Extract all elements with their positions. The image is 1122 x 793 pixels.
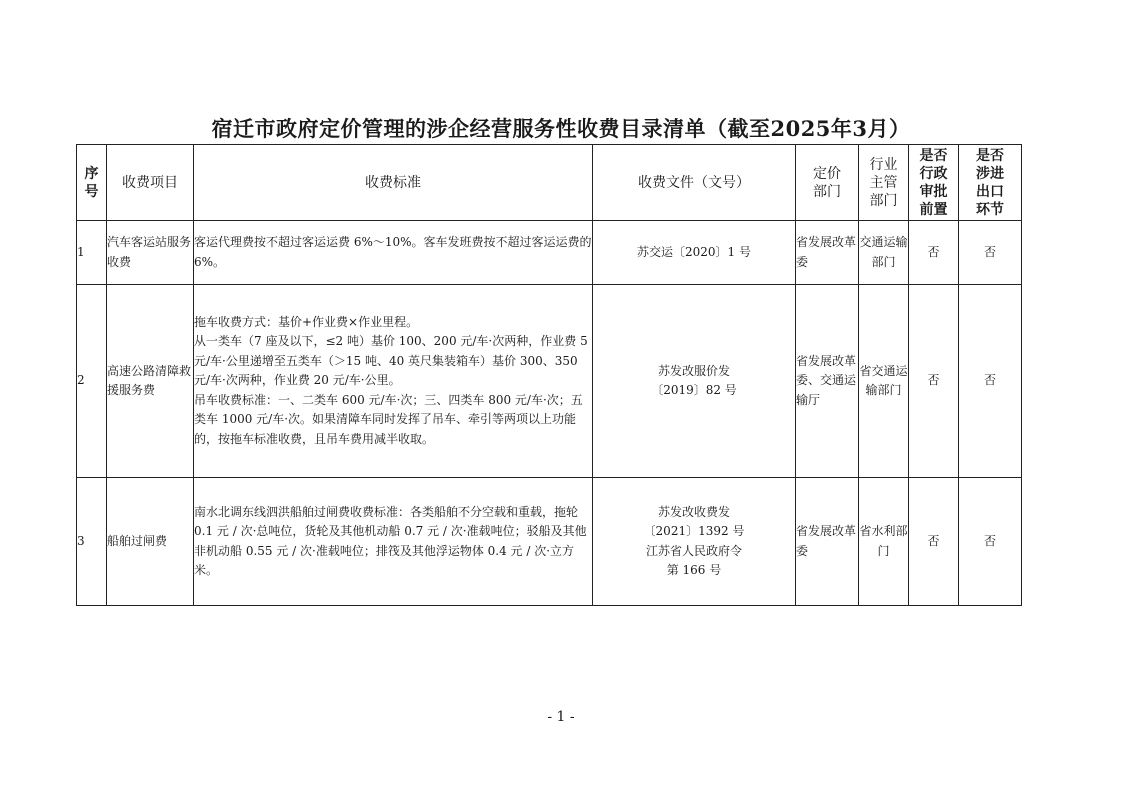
row-pricing-dept: 省发展改革委、交通运输厅	[796, 285, 859, 478]
document-line: 〔2021〕1392 号	[643, 524, 745, 538]
row-admin-approval: 否	[909, 478, 959, 606]
row-pricing-dept: 省发展改革委	[796, 478, 859, 606]
row-industry-dept: 省交通运输部门	[859, 285, 909, 478]
row-industry-dept: 省水利部门	[859, 478, 909, 606]
fee-catalog-table	[76, 144, 1022, 606]
document-line: 江苏省人民政府令	[645, 543, 742, 558]
table-row-1	[77, 221, 1022, 285]
document-line: 第 166 号	[666, 563, 722, 577]
header-pricing-dept: 定价部门	[796, 145, 859, 221]
document-line: 苏发改收费发	[657, 504, 730, 519]
header-item: 收费项目	[107, 145, 194, 221]
table-row-3	[77, 478, 1022, 606]
standard-paragraph: 吊车收费标准：一、二类车 600 元/车·次；三、四类车 800 元/车·次；五类车 1000 元/车·次。如果清障车同时发挥了吊车、牵引等两项以上功能的，按拖车标准收费，且吊车费用减半收取。	[194, 392, 583, 446]
page-number: - 1 -	[547, 709, 575, 725]
standard-paragraph: 南水北调东线泗洪船舶过闸费收费标准：各类船舶不分空载和重载，拖轮 0.1 元 / 次·总吨位，货轮及其他机动船 0.7 元 / 次·准载吨位；驳船及其他非机动船 0.55 元 / 次·准载吨位；排筏及其他浮运物体 0.4 元 / 次·立方米。	[194, 504, 587, 577]
table-header-row	[77, 145, 1022, 221]
standard-paragraph: 拖车收费方式：基价+作业费×作业里程。	[194, 314, 419, 329]
document-line: 苏发改服价发	[657, 363, 730, 378]
header-standard: 收费标准	[194, 145, 593, 221]
row-import-export: 否	[959, 221, 1022, 285]
row-standard	[194, 221, 593, 285]
document-line: 〔2019〕82 号	[651, 383, 737, 397]
row-import-export: 否	[959, 285, 1022, 478]
header-import-export: 是否涉进出口环节	[959, 145, 1022, 221]
row-document	[593, 478, 796, 606]
table-row-2	[77, 285, 1022, 478]
row-item: 汽车客运站服务收费	[107, 221, 194, 285]
row-industry-dept: 交通运输部门	[859, 221, 909, 285]
standard-paragraph: 客运代理费按不超过客运运费 6%～10%。客车发班费按不超过客运运费的 6%。	[194, 235, 592, 269]
row-item: 高速公路清障救援服务费	[107, 285, 194, 478]
header-admin-approval: 是否行政审批前置	[909, 145, 959, 221]
row-item: 船舶过闸费	[107, 478, 194, 606]
document-line: 苏交运〔2020〕1 号	[637, 244, 751, 259]
standard-paragraph: 从一类车（7 座及以下，≤2 吨）基价 100、200 元/车·次两种，作业费 5 元/车·公里递增至五类车（＞15 吨、40 英尺集装箱车）基价 300、350 元/车·次两种，作业费 20 元/车·公里。	[194, 334, 588, 388]
row-index: 3	[77, 478, 107, 606]
row-index: 1	[77, 221, 107, 285]
header-industry-dept: 行业主管部门	[859, 145, 909, 221]
row-pricing-dept: 省发展改革委	[796, 221, 859, 285]
document-title: 宿迁市政府定价管理的涉企经营服务性收费目录清单（截至2025年3月）	[211, 116, 911, 141]
row-standard	[194, 478, 593, 606]
row-import-export: 否	[959, 478, 1022, 606]
row-document	[593, 285, 796, 478]
row-admin-approval: 否	[909, 285, 959, 478]
row-admin-approval: 否	[909, 221, 959, 285]
header-index: 序号	[77, 145, 107, 221]
row-document	[593, 221, 796, 285]
header-document: 收费文件（文号）	[593, 145, 796, 221]
row-index: 2	[77, 285, 107, 478]
row-standard	[194, 285, 593, 478]
